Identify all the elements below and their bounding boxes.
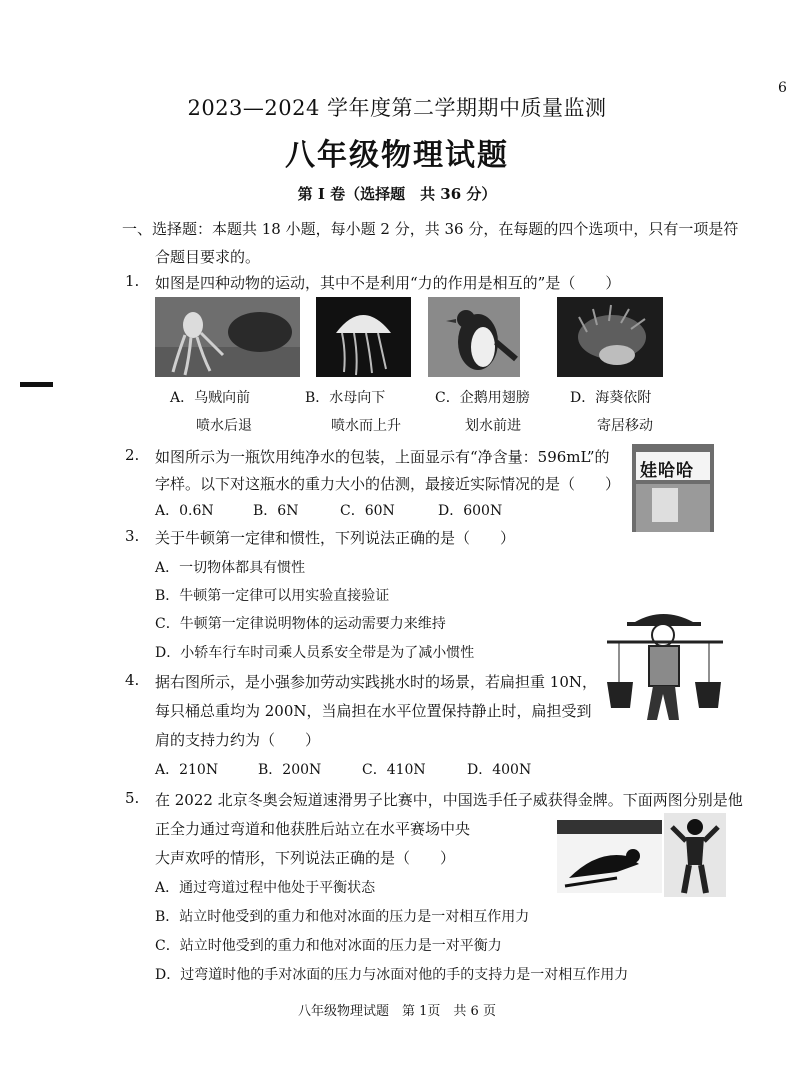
penguin-photo — [428, 297, 520, 377]
squid-photo — [155, 297, 300, 377]
q1-option-d-line2: 寄居移动 — [597, 418, 653, 434]
skater-celebrating-photo — [664, 813, 726, 897]
q2-option-d: D．600N — [438, 503, 503, 519]
q5-option-d: D．过弯道时他的手对冰面的压力与冰面对他的手的支持力是一对相互作用力 — [155, 967, 629, 983]
q2-number: 2. — [125, 446, 140, 464]
bottle-brand-label: 娃哈哈 — [640, 461, 694, 481]
q3-option-d: D．小轿车行车时司乘人员系安全带是为了减小惯性 — [155, 645, 475, 661]
page-footer: 八年级物理试题 第 1页 共 6 页 — [298, 1004, 496, 1019]
q4-stem-line-3: 肩的支持力约为（ ） — [155, 731, 321, 749]
q1-option-b-line1: B．水母向下 — [305, 390, 386, 406]
water-carrier-illustration — [605, 608, 725, 733]
exam-subtitle: 八年级物理试题 — [285, 138, 509, 173]
margin-mark — [20, 382, 53, 387]
q1-number: 1. — [125, 272, 140, 290]
q3-option-b: B．牛顿第一定律可以用实验直接验证 — [155, 588, 390, 604]
q2-option-c: C．60N — [340, 503, 395, 519]
q4-stem-line-2: 每只桶总重均为 200N，当扁担在水平位置保持静止时，扁担受到 — [155, 702, 592, 720]
q5-option-a: A．通过弯道过程中他处于平衡状态 — [155, 880, 376, 896]
section-heading: 第 I 卷（选择题 共 36 分） — [297, 185, 497, 203]
q1-option-d-line1: D．海葵依附 — [570, 390, 652, 406]
q3-number: 3. — [125, 527, 140, 545]
jellyfish-photo — [316, 297, 411, 377]
q3-option-a: A．一切物体都具有惯性 — [155, 560, 306, 576]
q4-option-d: D．400N — [467, 762, 532, 778]
water-bottle-photo — [632, 444, 714, 532]
q2-option-b: B．6N — [253, 503, 299, 519]
q5-stem-line-1: 在 2022 北京冬奥会短道速滑男子比赛中，中国选手任子威获得金牌。下面两图分别是他 — [155, 791, 743, 809]
q3-option-c: C．牛顿第一定律说明物体的运动需要力来维持 — [155, 616, 446, 632]
q5-number: 5. — [125, 789, 140, 807]
q1-option-a-line2: 喷水后退 — [196, 418, 252, 434]
q5-stem-line-2: 正全力通过弯道和他获胜后站立在水平赛场中央 — [155, 820, 471, 838]
q1-option-c-line2: 划水前进 — [465, 418, 521, 434]
q1-option-a-line1: A．乌贼向前 — [170, 390, 251, 406]
q4-stem-line-1: 据右图所示，是小强参加劳动实践挑水时的场景，若扁担重 10N， — [155, 673, 597, 691]
page-corner-number: 6 — [778, 80, 787, 96]
q2-stem-line-2: 字样。以下对这瓶水的重力大小的估测，最接近实际情况的是（ ） — [155, 475, 621, 493]
q5-option-b: B．站立时他受到的重力和他对冰面的压力是一对相互作用力 — [155, 909, 530, 925]
sea-anemone-photo — [557, 297, 663, 377]
q3-stem: 关于牛顿第一定律和惯性，下列说法正确的是（ ） — [155, 529, 516, 547]
q2-option-a: A．0.6N — [155, 503, 214, 519]
exam-title: 2023—2024 学年度第二学期期中质量监测 — [187, 96, 607, 120]
instructions-line-1: 一、选择题：本题共 18 小题，每小题 2 分，共 36 分，在每题的四个选项中，只有一项是符 — [122, 220, 739, 238]
skater-cornering-photo — [557, 820, 662, 893]
q4-option-c: C．410N — [362, 762, 426, 778]
q4-option-a: A．210N — [155, 762, 219, 778]
q1-option-b-line2: 喷水而上升 — [331, 418, 401, 434]
q4-number: 4. — [125, 671, 140, 689]
q1-option-c-line1: C．企鹅用翅膀 — [435, 390, 530, 406]
q5-stem-line-3: 大声欢呼的情形，下列说法正确的是（ ） — [155, 849, 456, 867]
instructions-line-2: 合题目要求的。 — [155, 248, 261, 266]
q5-option-c: C．站立时他受到的重力和他对冰面的压力是一对平衡力 — [155, 938, 502, 954]
q4-option-b: B．200N — [258, 762, 322, 778]
q2-stem-line-1: 如图所示为一瓶饮用纯净水的包装，上面显示有“净含量：596mL”的 — [155, 448, 610, 466]
q1-stem: 如图是四种动物的运动，其中不是利用“力的作用是相互的”是（ ） — [155, 274, 621, 292]
